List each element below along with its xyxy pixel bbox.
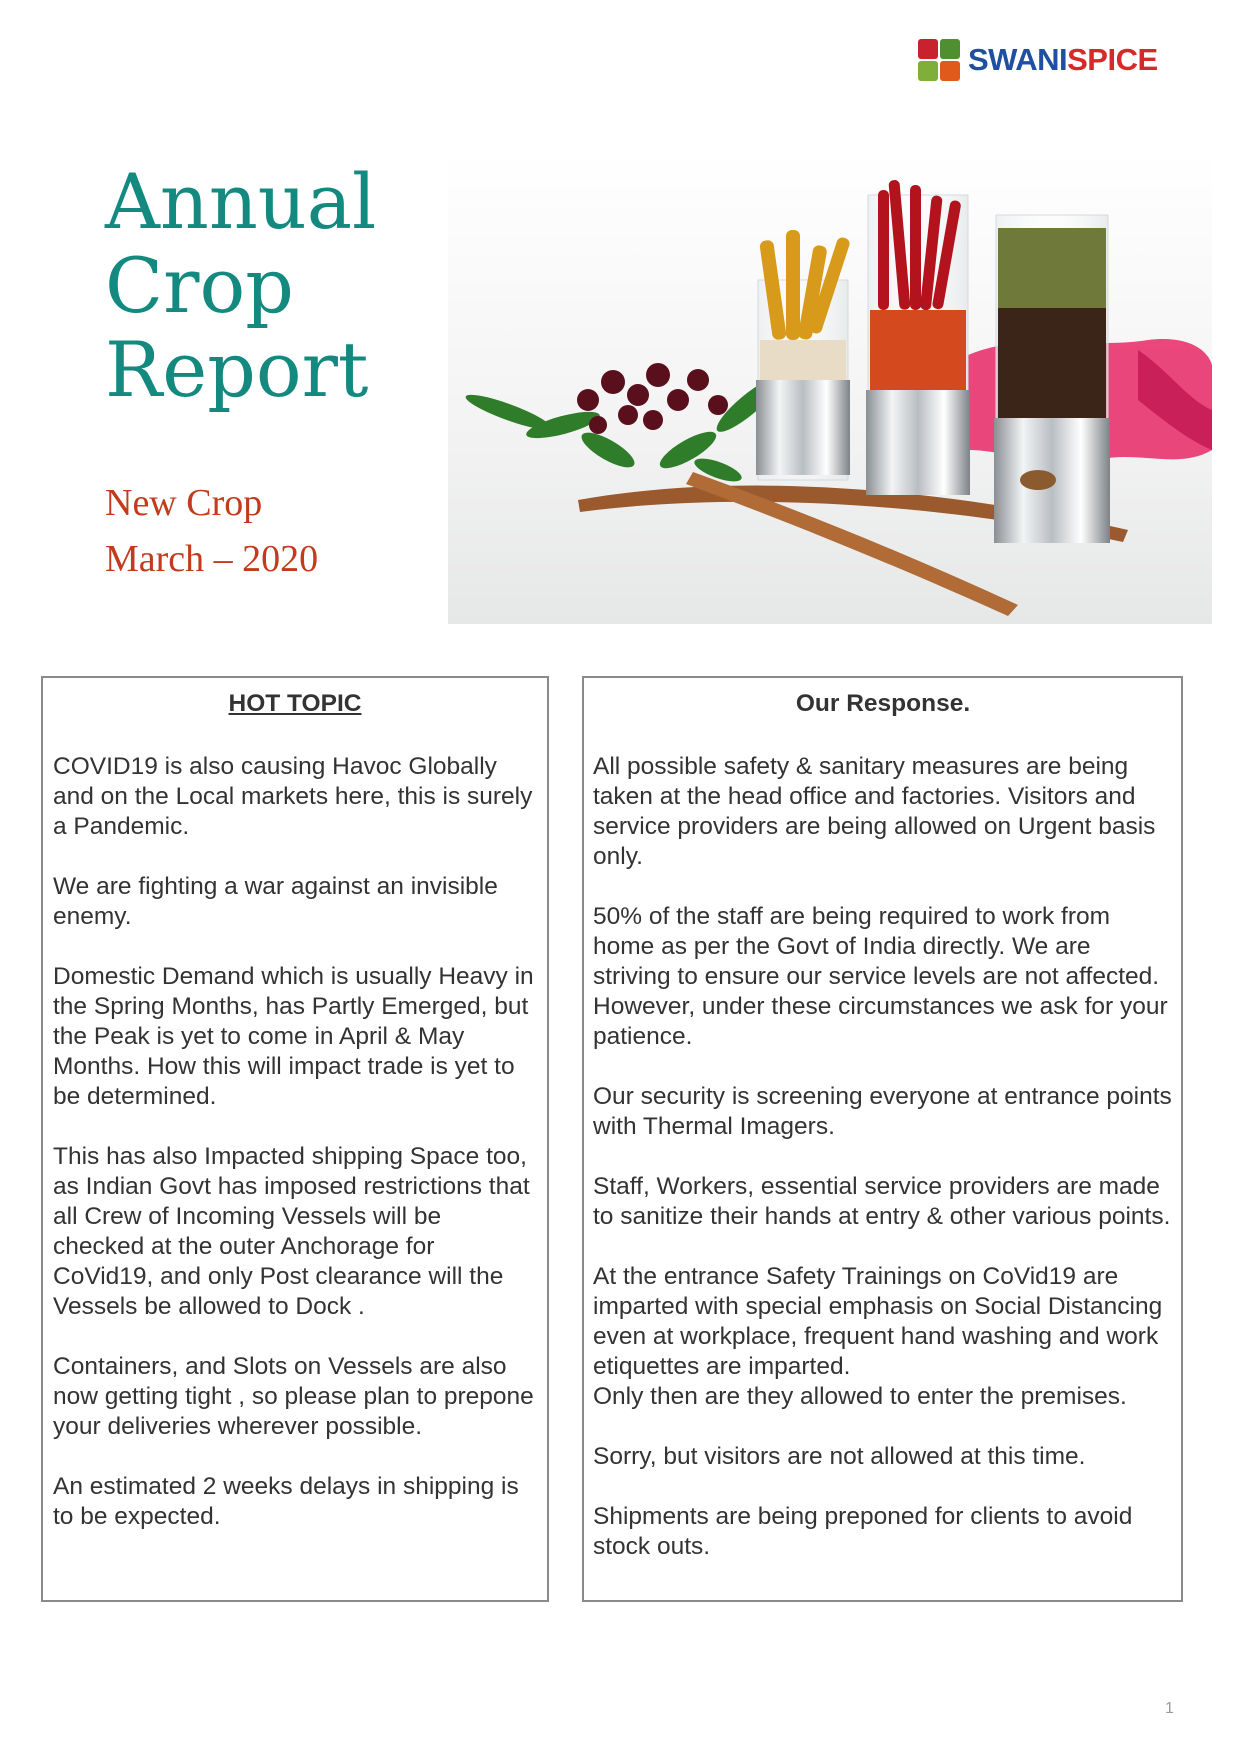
hot-topic-paragraph: An estimated 2 weeks delays in shipping is to be expected. (53, 1473, 519, 1530)
hot-topic-heading: HOT TOPIC (228, 690, 362, 717)
response-paragraph: Shipments are being preponed for clients to avoid stock outs. (593, 1503, 1133, 1560)
hot-topic-paragraph: Containers, and Slots on Vessels are also now getting tight , so please plan to prepone your deliveries wherever possible. (53, 1353, 534, 1440)
subtitle-date: March – 2020 (105, 538, 319, 580)
page-number: 1 (1165, 1700, 1174, 1717)
our-response-heading: Our Response. (795, 690, 971, 717)
hot-topic-paragraph: COVID19 is also causing Havoc Globally and on the Local markets here, this is surely a Pandemic. (53, 753, 533, 840)
response-paragraph: Sorry, but visitors are not allowed at this time. (593, 1443, 1086, 1470)
report-subtitle (105, 475, 318, 587)
response-paragraph: Our security is screening everyone at entrance points with Thermal Imagers. (593, 1083, 1172, 1140)
response-paragraph: All possible safety & sanitary measures are being taken at the head office and factories. Visitors and service providers are being allowed on Urgent basis only. (593, 753, 1156, 870)
company-logo (918, 36, 1158, 84)
hot-topic-panel (41, 676, 549, 1602)
spices-hero-image (448, 150, 1212, 624)
response-paragraph: At the entrance Safety Trainings on CoVid19 are imparted with special emphasis on Social Distancing even at workplace, frequent hand washing and work etiquettes are imparted. (593, 1263, 1163, 1380)
report-title (105, 157, 377, 414)
subtitle-crop: New Crop (105, 482, 263, 524)
hot-topic-paragraph: Domestic Demand which is usually Heavy in the Spring Months, has Partly Emerged, but the Peak is yet to come in April & May Months. How this will impact trade is yet to be determined. (53, 963, 534, 1110)
response-paragraph: Staff, Workers, essential service providers are made to sanitize their hands at entry & other various points. (593, 1173, 1171, 1230)
logo-text: SWANISPICE (968, 42, 1158, 77)
response-paragraph: Only then are they allowed to enter the premises. (593, 1383, 1127, 1410)
title-line: Annual (105, 157, 377, 246)
response-paragraph: 50% of the staff are being required to work from home as per the Govt of India directly. We are striving to ensure our service levels are not affected. However, under these circumstances we ask for your patience. (593, 903, 1168, 1050)
hot-topic-paragraph: We are fighting a war against an invisible enemy. (53, 873, 498, 930)
logo-mark-icon (918, 39, 960, 81)
title-line: Report (105, 325, 369, 414)
title-line: Crop (105, 241, 294, 330)
our-response-panel (582, 676, 1183, 1602)
hot-topic-paragraph: This has also Impacted shipping Space too, as Indian Govt has imposed restrictions that all Crew of Incoming Vessels will be checked at the outer Anchorage for CoVid19, and only Post clearance will the Vessels be allowed to Dock . (53, 1143, 530, 1320)
